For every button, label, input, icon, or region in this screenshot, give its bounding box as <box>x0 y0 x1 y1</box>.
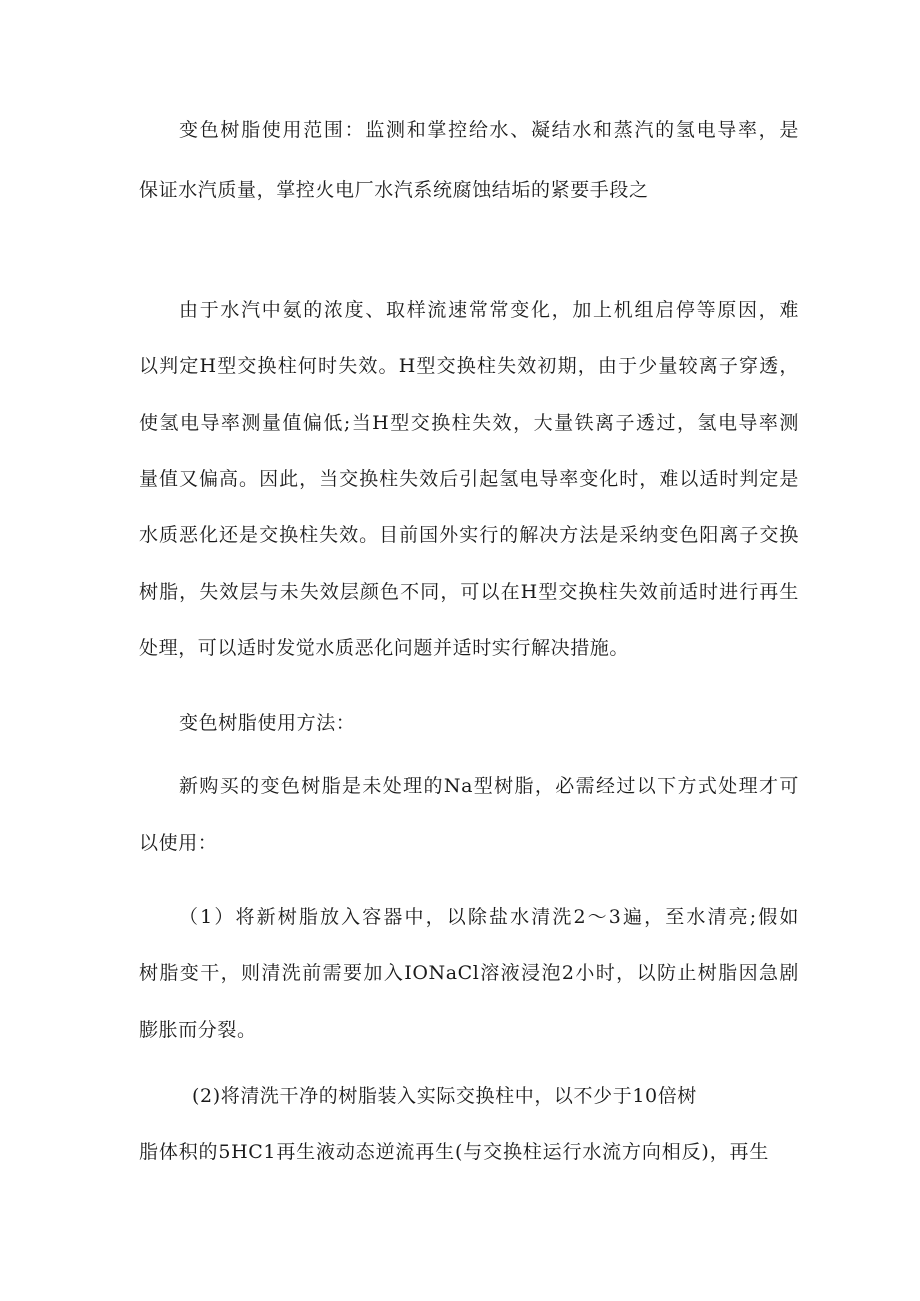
text-line: 树脂变干，则清洗前需要加入IONaCl溶液浸泡2小时，以防止树脂因急剧 <box>139 962 799 984</box>
section-heading: 变色树脂使用方法： <box>179 712 356 734</box>
text-line: 处理，可以适时发觉水质恶化问题并适时实行解决措施。 <box>139 637 630 659</box>
text-line: 使氢电导率测量值偏低;当H型交换柱失效，大量铁离子透过，氢电导率测 <box>139 412 799 434</box>
text-line: 脂体积的5HC1再生液动态逆流再生(与交换柱运行水流方向相反)，再生 <box>139 1141 769 1163</box>
text-line: 新购买的变色树脂是未处理的Na型树脂，必需经过以下方式处理才可 <box>179 775 799 797</box>
text-line: 水质恶化还是交换柱失效。目前国外实行的解决方法是采纳变色阳离子交换 <box>139 524 799 546</box>
text-line: 以判定H型交换柱何时失效。H型交换柱失效初期，由于少量较离子穿透， <box>139 355 799 377</box>
text-line: 膨胀而分裂。 <box>139 1019 257 1041</box>
text-line: 以使用： <box>139 832 218 854</box>
text-line: 变色树脂使用范围：监测和掌控给水、凝结水和蒸汽的氢电导率，是 <box>179 119 799 141</box>
text-line: 保证水汽质量，掌控火电厂水汽系统腐蚀结垢的紧要手段之 <box>139 179 649 201</box>
text-line: （1）将新树脂放入容器中，以除盐水清洗2～3遍，至水清亮;假如 <box>179 906 799 928</box>
text-line: 由于水汽中氨的浓度、取样流速常常变化，加上机组启停等原因，难 <box>179 299 799 321</box>
text-line: 树脂，失效层与未失效层颜色不同，可以在H型交换柱失效前适时进行再生 <box>139 581 799 603</box>
text-line: (2)将清洗干净的树脂装入实际交换柱中，以不少于10倍树 <box>192 1085 697 1107</box>
text-line: 量值又偏高。因此，当交换柱失效后引起氢电导率变化时，难以适时判定是 <box>139 468 799 490</box>
